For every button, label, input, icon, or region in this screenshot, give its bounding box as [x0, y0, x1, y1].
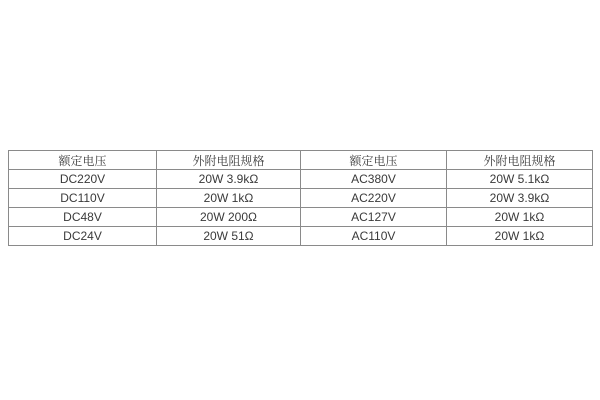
cell-dc-resistor: 20W 3.9kΩ — [157, 170, 301, 189]
cell-ac-voltage: AC110V — [301, 227, 447, 246]
header-external-resistor-ac: 外附电阻规格 — [447, 151, 593, 170]
cell-ac-resistor: 20W 3.9kΩ — [447, 189, 593, 208]
cell-dc-voltage: DC48V — [9, 208, 157, 227]
cell-dc-voltage: DC110V — [9, 189, 157, 208]
header-row — [9, 151, 593, 170]
cell-ac-resistor: 20W 5.1kΩ — [447, 170, 593, 189]
cell-dc-resistor: 20W 200Ω — [157, 208, 301, 227]
header-rated-voltage-dc: 额定电压 — [9, 151, 157, 170]
cell-ac-resistor: 20W 1kΩ — [447, 208, 593, 227]
cell-dc-resistor: 20W 1kΩ — [157, 189, 301, 208]
cell-ac-resistor: 20W 1kΩ — [447, 227, 593, 246]
cell-dc-voltage: DC220V — [9, 170, 157, 189]
table-row — [9, 170, 593, 189]
cell-dc-voltage: DC24V — [9, 227, 157, 246]
spec-table-container — [8, 150, 592, 246]
cell-dc-resistor: 20W 51Ω — [157, 227, 301, 246]
cell-ac-voltage: AC220V — [301, 189, 447, 208]
resistor-spec-table — [8, 150, 593, 246]
table-row — [9, 189, 593, 208]
header-rated-voltage-ac: 额定电压 — [301, 151, 447, 170]
header-external-resistor-dc: 外附电阻规格 — [157, 151, 301, 170]
table-row — [9, 208, 593, 227]
cell-ac-voltage: AC380V — [301, 170, 447, 189]
table-row — [9, 227, 593, 246]
cell-ac-voltage: AC127V — [301, 208, 447, 227]
